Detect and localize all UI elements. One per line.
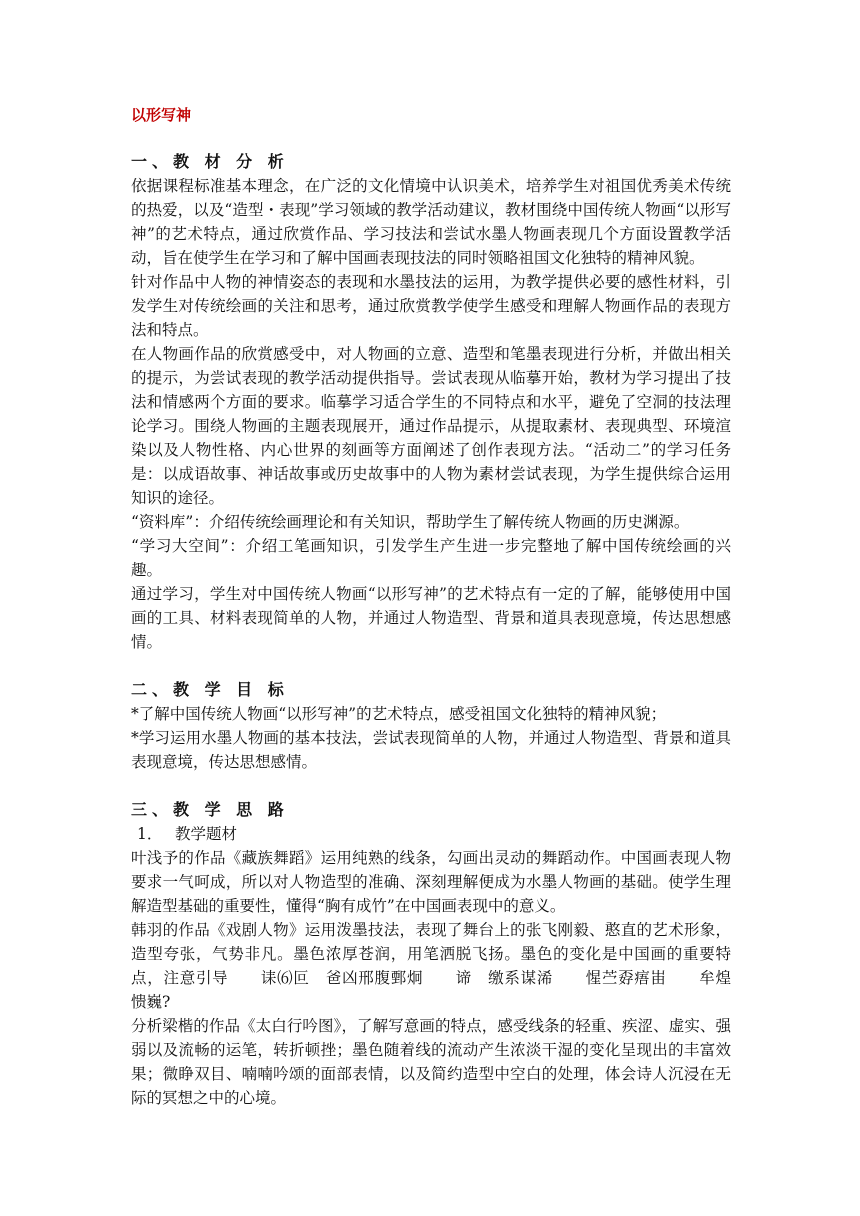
paragraph: 分析梁楷的作品《太白行吟图》，了解写意画的特点，感受线条的轻重、疾涩、虚实、强弱以及流畅的运笔，转折顿挫；墨色随着线的流动产生浓淡干湿的变化呈现出的丰富效果；微睁双目、喃喃吟颂的面部表情，以及简约造型中空白的处理，体会诗人沉浸在无际的冥想之中的心境。	[131, 1017, 731, 1107]
section-heading-teaching-goals: 二、教 学 目 标	[131, 680, 289, 699]
section-spacer	[131, 774, 731, 798]
goal-item: *学习运用水墨人物画的基本技法，尝试表现简单的人物，并通过人物造型、背景和道具表现意境，传达思想感情。	[131, 729, 731, 771]
document-title: 以形写神	[131, 106, 192, 124]
document-body	[131, 104, 747, 1110]
paragraph: 通过学习，学生对中国传统人物画“以形写神”的艺术特点有一定的了解，能够使用中国画的工具、材料表现简单的人物，并通过人物造型、背景和道具表现意境，传达思想感情。	[131, 585, 731, 651]
paragraph: 韩羽的作品《戏剧人物》运用泼墨技法，表现了舞台上的张飞刚毅、憨直的艺术形象，造型夸张，气势非凡。墨色浓厚苍润，用笔洒脱飞扬。墨色的变化是中国画的重要特点，注意引导 诔⑹叵 爸凶邢腹鄄炯 谛 缴系谋浠 惺苎孬痦峀 牟煌 愦巍?	[131, 921, 747, 1011]
item-label: 教学题材	[175, 825, 238, 843]
paragraph: “学习大空间”：介绍工笔画知识，引发学生产生进一步完整地了解中国传统绘画的兴趣。	[131, 537, 731, 579]
section-spacer	[131, 654, 731, 678]
goal-item: *了解中国传统人物画“以形写神”的艺术特点，感受祖国文化独特的精神风貌；	[131, 705, 667, 723]
section-heading-textbook-analysis: 一、教 材 分 析	[131, 152, 289, 171]
numbered-item	[131, 822, 731, 846]
paragraph: “资料库”：介绍传统绘画理论和有关知识，帮助学生了解传统人物画的历史渊源。	[131, 513, 690, 531]
paragraph: 叶浅予的作品《藏族舞蹈》运用纯熟的线条，勾画出灵动的舞蹈动作。中国画表现人物要求一气呵成，所以对人物造型的准确、深刻理解便成为水墨人物画的基础。使学生理解造型基础的重要性，懂得“胸有成竹”在中国画表现中的意义。	[131, 849, 731, 915]
paragraph: 针对作品中人物的神情姿态的表现和水墨技法的运用，为教学提供必要的感性材料，引发学生对传统绘画的关注和思考，通过欣赏教学使学生感受和理解人物画作品的表现方法和特点。	[131, 273, 731, 339]
item-number: 1．	[137, 825, 163, 843]
section-heading-teaching-approach: 三、教 学 思 路	[131, 800, 289, 819]
paragraph: 依据课程标准基本理念，在广泛的文化情境中认识美术，培养学生对祖国优秀美术传统的热爱，以及“造型・表现”学习领域的教学活动建议，教材围绕中国传统人物画“以形写神”的艺术特点，通过欣赏作品、学习技法和尝试水墨人物画表现几个方面设置教学活动，旨在使学生在学习和了解中国画表现技法的同时领略祖国文化独特的精神风貌。	[131, 177, 731, 267]
paragraph: 在人物画作品的欣赏感受中，对人物画的立意、造型和笔墨表现进行分析，并做出相关的提示，为尝试表现的教学活动提供指导。尝试表现从临摹开始，教材为学习提出了技法和情感两个方面的要求。临摹学习适合学生的不同特点和水平，避免了空洞的技法理论学习。围绕人物画的主题表现展开，通过作品提示，从提取素材、表现典型、环境渲染以及人物性格、内心世界的刻画等方面阐述了创作表现方法。“活动二”的学习任务是：以成语故事、神话故事或历史故事中的人物为素材尝试表现，为学生提供综合运用知识的途径。	[131, 345, 731, 507]
